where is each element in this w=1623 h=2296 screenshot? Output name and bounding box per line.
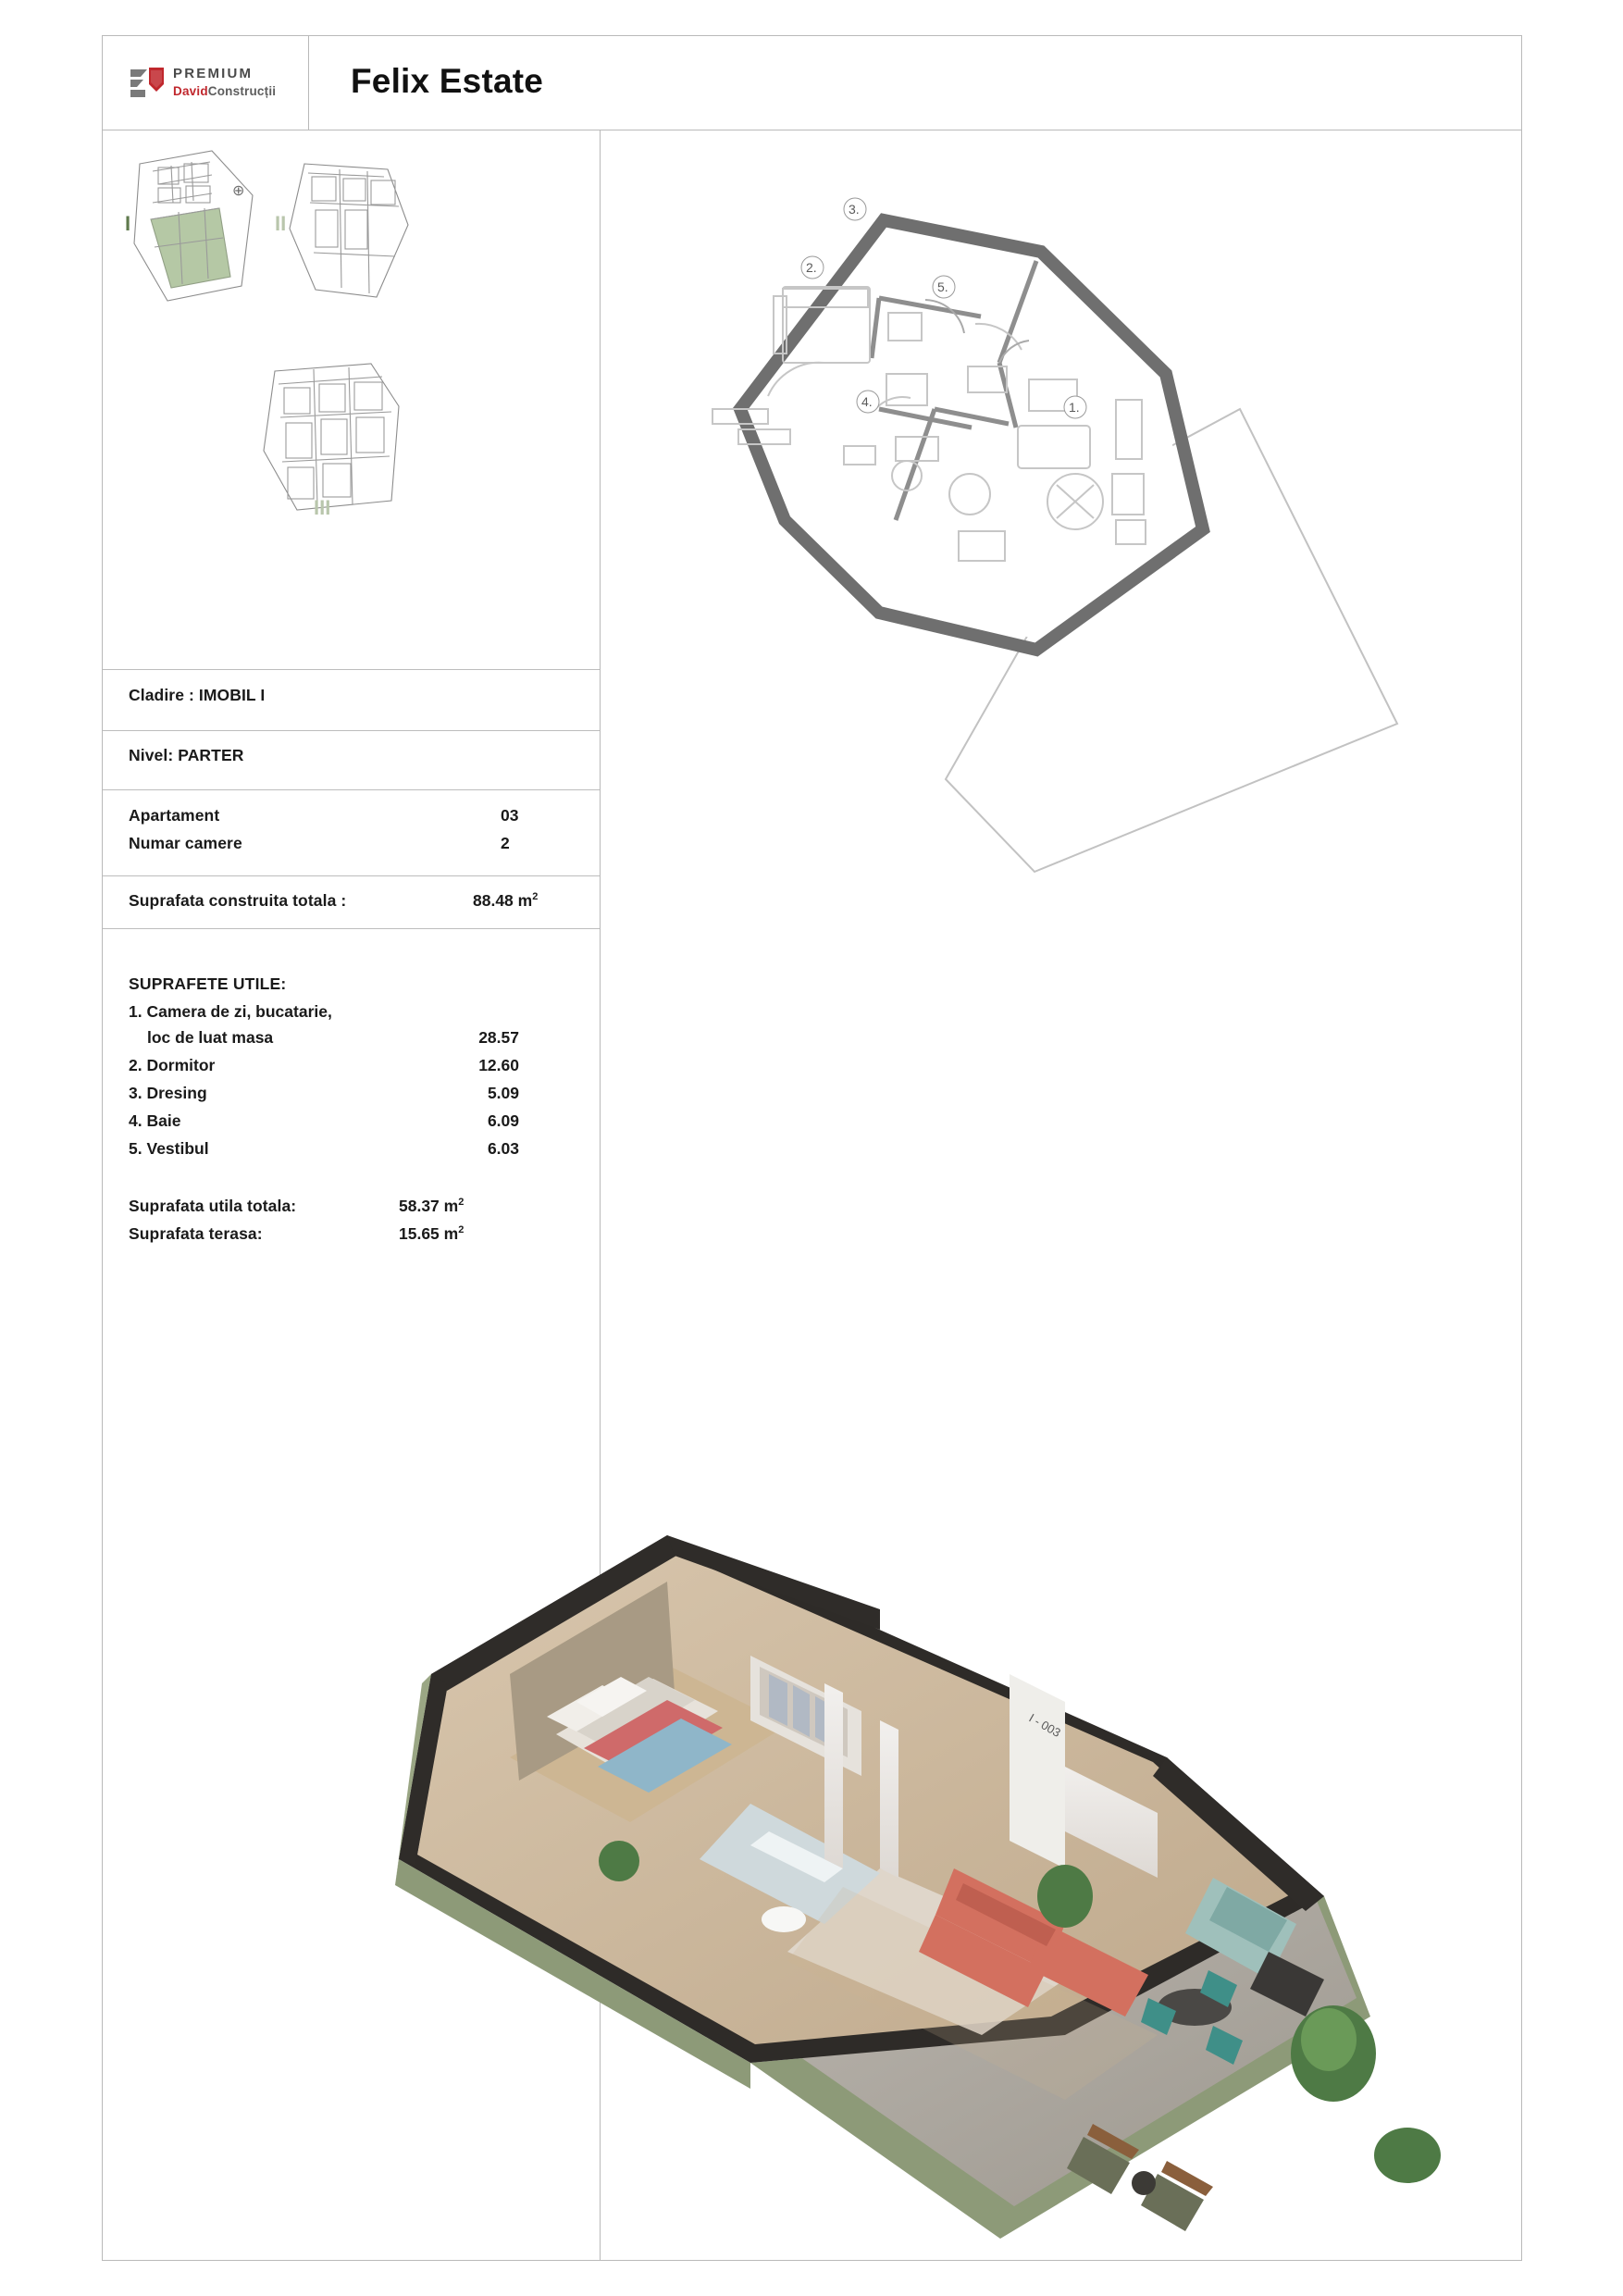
total-built-value: 88.48 $m^2$ [473,891,539,910]
divider-1 [103,669,600,670]
header-divider [308,36,309,130]
door-tag-label: I - 003 [1026,1710,1063,1741]
north-symbol-icon: ⊕ [232,183,245,199]
keyplan-marker-1: I [125,212,131,235]
company-logo [129,60,304,108]
sheet-header [103,36,1521,130]
room-1-area: 28.57 [478,1028,519,1047]
divider-4 [103,875,600,876]
keyplan-marker-2: II [275,212,287,235]
rooms-label: Numar camere [129,834,242,852]
divider-3 [103,789,600,790]
drawing-sheet [102,35,1522,2261]
level-label: Nivel: PARTER [129,746,244,764]
keyplan-marker-3: III [314,496,331,519]
terrace-value: 15.65 $m^2$ [399,1224,465,1243]
room-1-label-line2: loc de luat masa [147,1028,274,1047]
room-3-label: 3. Dresing [129,1084,207,1102]
plan-marker-2: 2. [806,260,817,275]
room-3-area: 5.09 [487,1084,519,1102]
logo-text-david: David [173,84,208,98]
apartment-value: 03 [501,806,519,825]
logo-text-premium: PREMIUM [173,66,254,81]
room-4-area: 6.09 [487,1111,519,1130]
logo-mark-icon [129,66,166,101]
apartment-3d-render [232,943,1523,2257]
floor-plan-drawing [601,131,1522,964]
plan-marker-1: 1. [1069,400,1080,415]
useful-total-value: 58.37 $m^2$ [399,1197,465,1215]
key-plan-diagrams [103,130,600,663]
building-label: Cladire : IMOBIL I [129,686,266,704]
apartment-label: Apartament [129,806,220,825]
terrace-label: Suprafata terasa: [129,1224,263,1243]
room-1-label: 1. Camera de zi, bucatarie, [129,1002,332,1021]
logo-text-david-constructii [173,84,276,98]
room-5-label: 5. Vestibul [129,1139,209,1158]
divider-2 [103,730,600,731]
rooms-value: 2 [501,834,510,852]
logo-text-constructii: Construcții [207,84,277,98]
useful-total-label: Suprafata utila totala: [129,1197,297,1215]
room-2-area: 12.60 [478,1056,519,1074]
page-title: Felix Estate [351,62,544,100]
plan-marker-4: 4. [861,394,873,409]
useful-areas-title: SUPRAFETE UTILE: [129,974,287,993]
room-5-area: 6.03 [487,1139,519,1158]
plan-marker-3: 3. [849,202,860,217]
plan-marker-5: 5. [937,279,948,294]
total-built-label: Suprafata construita totala : [129,891,347,910]
divider-5 [103,928,600,929]
room-2-label: 2. Dormitor [129,1056,216,1074]
room-4-label: 4. Baie [129,1111,181,1130]
